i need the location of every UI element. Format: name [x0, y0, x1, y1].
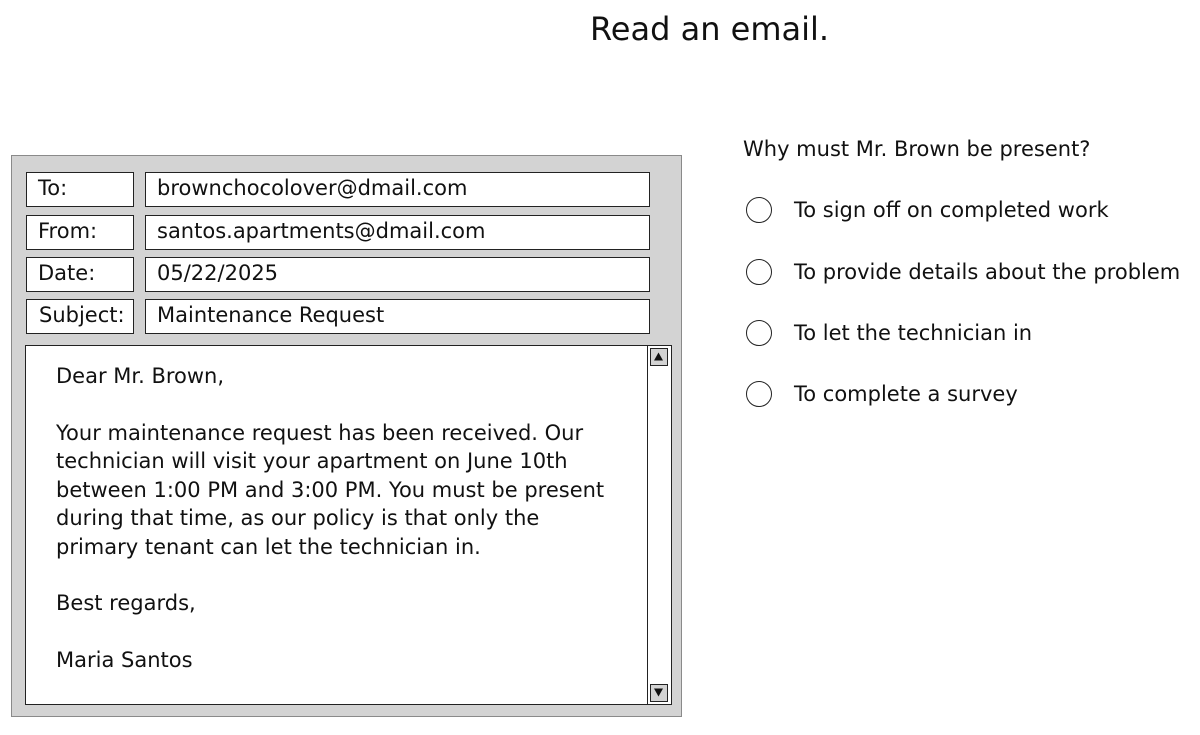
- question-text: Why must Mr. Brown be present?: [743, 137, 1091, 161]
- from-label: From:: [26, 215, 134, 250]
- to-label: To:: [26, 172, 134, 207]
- triangle-up-icon: [653, 351, 664, 362]
- email-signature: Maria Santos: [56, 647, 193, 672]
- radio-button[interactable]: [746, 259, 772, 285]
- answer-option[interactable]: [746, 256, 1180, 288]
- answer-option[interactable]: [746, 317, 1032, 349]
- email-body-line: Your maintenance request has been received. Our: [56, 420, 584, 445]
- email-body[interactable]: [25, 345, 672, 705]
- scroll-up-button[interactable]: [650, 348, 668, 366]
- email-greeting: Dear Mr. Brown,: [56, 364, 225, 388]
- option-label: To provide details about the problem: [794, 260, 1181, 284]
- email-body-text: [56, 362, 626, 674]
- subject-label: Subject:: [26, 299, 134, 334]
- email-window: [11, 155, 682, 717]
- email-body-line: technician will visit your apartment on June 10th: [56, 449, 568, 473]
- email-closing: Best regards,: [56, 591, 196, 615]
- date-label: Date:: [26, 257, 134, 292]
- email-body-line: during that time, as our policy is that only the: [56, 506, 540, 530]
- scroll-down-button[interactable]: [650, 684, 668, 702]
- triangle-down-icon: [653, 687, 664, 698]
- email-body-line: primary tenant can let the technician in.: [56, 534, 481, 559]
- subject-field: Maintenance Request: [145, 299, 650, 334]
- radio-button[interactable]: [746, 381, 772, 407]
- to-field: brownchocolover@dmail.com: [145, 172, 650, 207]
- radio-button[interactable]: [746, 197, 772, 223]
- page-title: Read an email.: [590, 10, 830, 48]
- option-label: To let the technician in: [794, 321, 1033, 345]
- date-field: 05/22/2025: [145, 257, 650, 292]
- option-label: To sign off on completed work: [794, 198, 1109, 222]
- from-field: santos.apartments@dmail.com: [145, 215, 650, 250]
- radio-button[interactable]: [746, 320, 772, 346]
- option-label: To complete a survey: [794, 382, 1018, 406]
- email-scrollbar[interactable]: [647, 346, 671, 704]
- email-body-line: between 1:00 PM and 3:00 PM. You must be present: [56, 477, 605, 502]
- answer-option[interactable]: [746, 378, 1018, 410]
- answer-option[interactable]: [746, 194, 1109, 226]
